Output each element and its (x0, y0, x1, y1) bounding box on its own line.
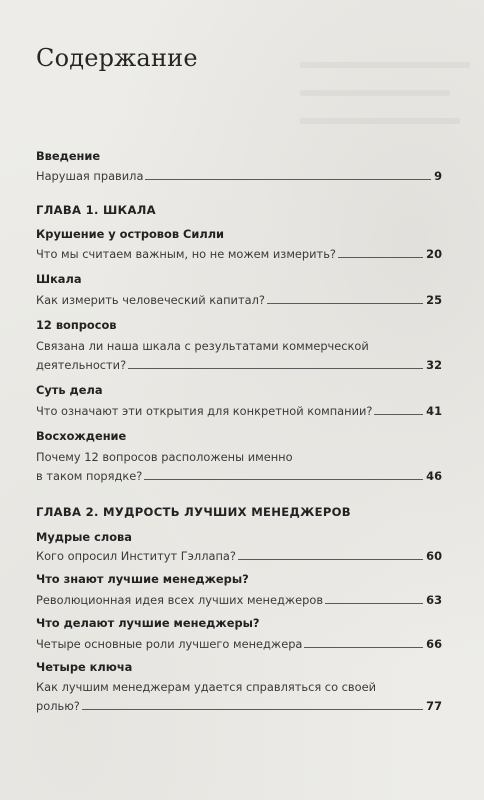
show-through-decoration (300, 90, 450, 96)
toc-entry-text[interactable]: Почему 12 вопросов расположены именно (36, 450, 293, 464)
toc-entry[interactable] (36, 468, 442, 484)
page-number: 46 (426, 469, 442, 483)
toc-entry[interactable] (36, 548, 442, 564)
toc-entry[interactable] (36, 636, 442, 652)
toc-entry-text[interactable]: Как лучшим менеджерам удается справляться со своей (36, 680, 377, 694)
page-number: 77 (426, 699, 442, 713)
show-through-decoration (300, 118, 460, 124)
leader-line (145, 179, 431, 180)
toc-entry-text: Как измерить человеческий капитал? (36, 293, 265, 307)
toc-entry-text: деятельности? (36, 358, 127, 372)
toc-entry-text[interactable]: Связана ли наша шкала с результатами коммерческой (36, 339, 369, 353)
toc-entry-text: Нарушая правила (36, 169, 144, 183)
page-title: Содержание (36, 44, 198, 72)
leader-line (238, 559, 423, 560)
toc-entry[interactable] (36, 292, 442, 308)
leader-line (325, 603, 423, 604)
toc-entry[interactable] (36, 403, 442, 419)
page-number: 41 (426, 404, 442, 418)
page-number: 20 (426, 247, 442, 261)
section-heading: Введение (36, 149, 101, 163)
page-number: 63 (426, 593, 442, 607)
section-heading: Шкала (36, 272, 82, 286)
leader-line (128, 368, 423, 369)
leader-line (267, 303, 423, 304)
section-heading: Суть дела (36, 383, 103, 397)
chapter-title: ГЛАВА 1. ШКАЛА (36, 203, 156, 217)
leader-line (144, 479, 423, 480)
toc-entry[interactable] (36, 698, 442, 714)
section-heading: 12 вопросов (36, 318, 117, 332)
leader-line (304, 647, 423, 648)
leader-line (338, 257, 423, 258)
chapter-title: ГЛАВА 2. МУДРОСТЬ ЛУЧШИХ МЕНЕДЖЕРОВ (36, 505, 351, 519)
toc-entry-text: Кого опросил Институт Гэллапа? (36, 549, 236, 563)
page-number: 25 (426, 293, 442, 307)
page-number: 32 (426, 358, 442, 372)
toc-entry-text: в таком порядке? (36, 469, 143, 483)
toc-entry-text: Что означают эти открытия для конкретной компании? (36, 404, 373, 418)
toc-entry[interactable] (36, 168, 442, 184)
leader-line (82, 709, 423, 710)
show-through-decoration (300, 62, 470, 68)
section-heading: Четыре ключа (36, 660, 133, 674)
page-number: 9 (434, 169, 442, 183)
section-heading: Что делают лучшие менеджеры? (36, 616, 260, 630)
leader-line (374, 414, 423, 415)
toc-entry[interactable] (36, 246, 442, 262)
toc-entry[interactable] (36, 592, 442, 608)
section-heading: Крушение у островов Силли (36, 227, 225, 241)
section-heading: Мудрые слова (36, 530, 132, 544)
page-number: 66 (426, 637, 442, 651)
toc-entry[interactable] (36, 357, 442, 373)
toc-entry-text: Четыре основные роли лучшего менеджера (36, 637, 303, 651)
table-of-contents (36, 148, 442, 714)
toc-entry-text: ролью? (36, 699, 80, 713)
section-heading: Восхождение (36, 429, 127, 443)
section-heading: Что знают лучшие менеджеры? (36, 572, 249, 586)
toc-entry-text: Революционная идея всех лучших менеджеров (36, 593, 324, 607)
toc-entry-text: Что мы считаем важным, но не можем измерить? (36, 247, 336, 261)
page-number: 60 (426, 549, 442, 563)
